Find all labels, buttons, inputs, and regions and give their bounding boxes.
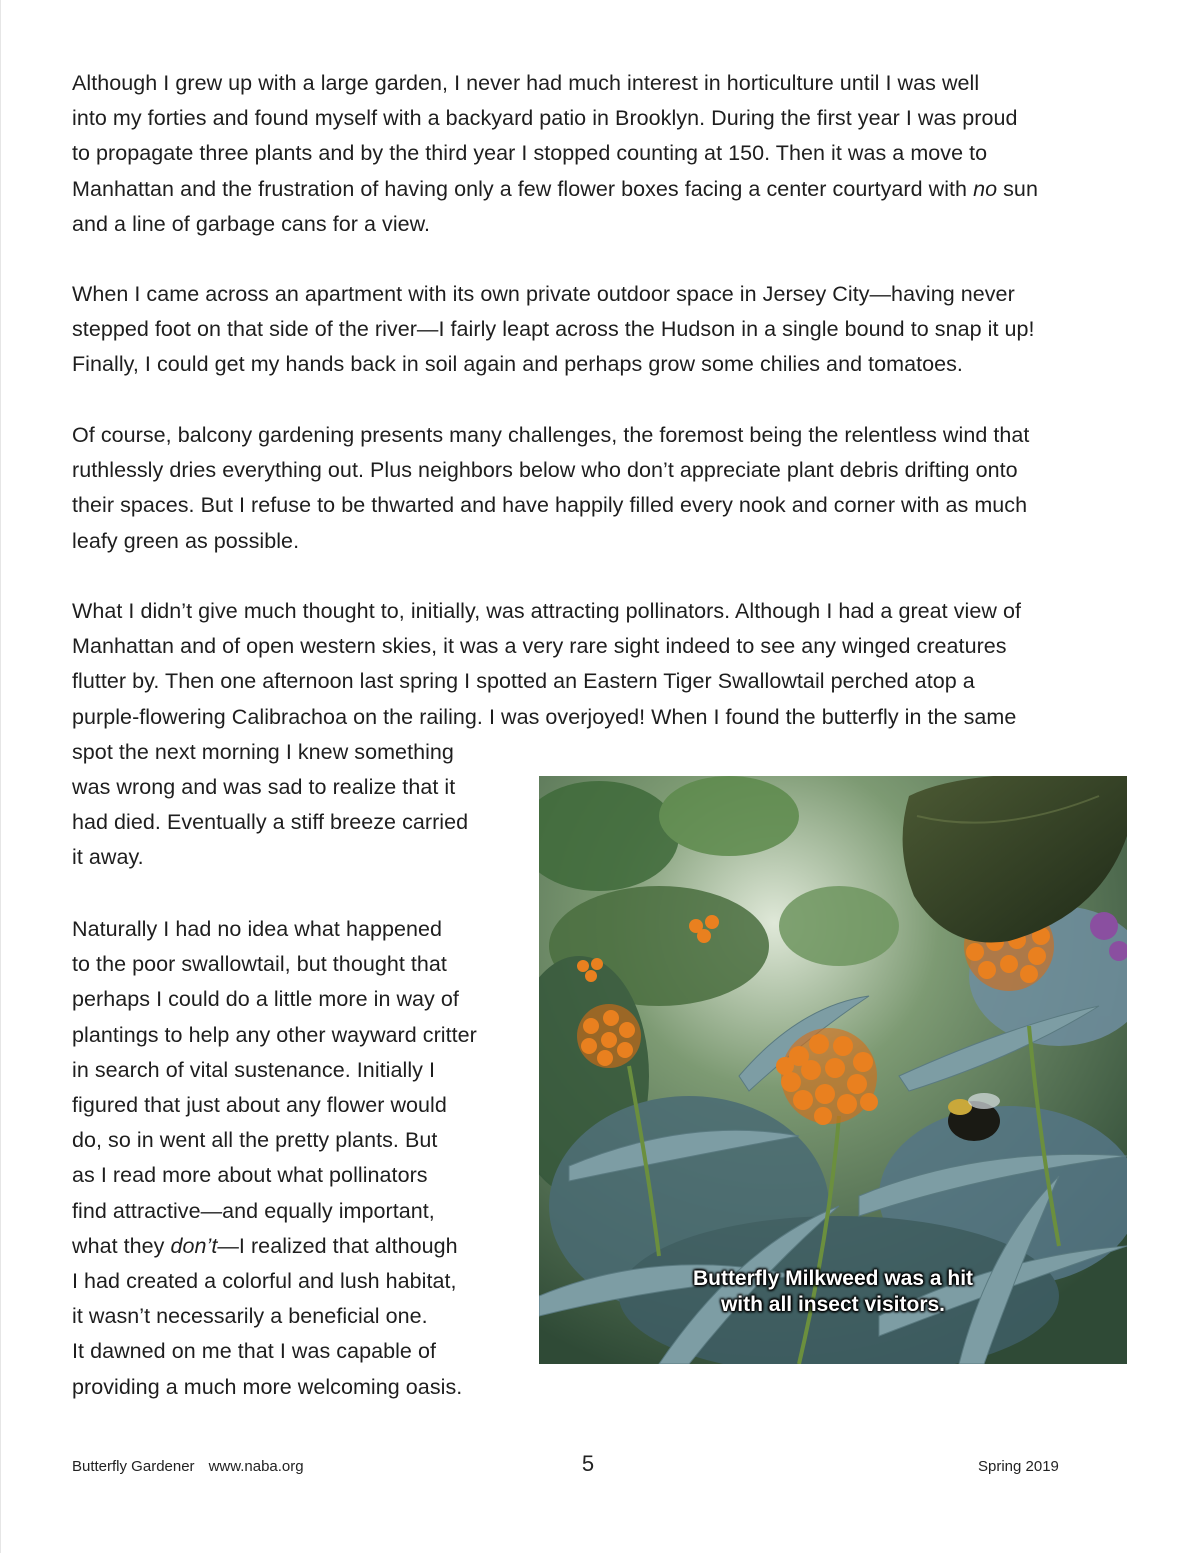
text-line: Manhattan and of open western skies, it was a very rare sight indeed to see any winged creatures bbox=[72, 634, 1007, 659]
milkweed-photo bbox=[539, 776, 1127, 1364]
bumblebee-figure bbox=[948, 1093, 1000, 1141]
publication-name: Butterfly Gardener bbox=[72, 1458, 195, 1475]
text-line: providing a much more welcoming oasis. bbox=[72, 1374, 463, 1399]
text-line: spot the next morning I knew something bbox=[72, 739, 454, 764]
article-paragraph-3 bbox=[72, 418, 1029, 559]
text-line: leafy green as possible. bbox=[72, 528, 300, 553]
text-line: it away. bbox=[72, 845, 144, 870]
text-segment: what they bbox=[72, 1233, 171, 1258]
text-line: It dawned on me that I was capable of bbox=[72, 1339, 436, 1364]
photo-caption bbox=[539, 1266, 1127, 1318]
text-line: in search of vital sustenance. Initially I bbox=[72, 1057, 436, 1082]
text-line: it wasn’t necessarily a beneficial one. bbox=[72, 1304, 428, 1329]
text-line: Finally, I could get my hands back in soil again and perhaps grow some chilies and tomatoes. bbox=[72, 352, 963, 377]
text-line: was wrong and was sad to realize that it bbox=[72, 775, 456, 800]
text-line: had died. Eventually a stiff breeze carried bbox=[72, 810, 469, 835]
text-segment: Manhattan and the frustration of having only a few flower boxes facing a center courtyard with bbox=[72, 176, 974, 201]
text-line: stepped foot on that side of the river—I fairly leapt across the Hudson in a single bound to snap it up! bbox=[72, 317, 1035, 342]
website-link[interactable]: www.naba.org bbox=[208, 1458, 304, 1475]
text-line: do, so in went all the pretty plants. But bbox=[72, 1128, 438, 1153]
page-number: 5 bbox=[581, 1451, 595, 1476]
text-line: and a line of garbage cans for a view. bbox=[72, 211, 431, 236]
text-line: Naturally I had no idea what happened bbox=[72, 917, 443, 941]
text-line: their spaces. But I refuse to be thwarted and have happily filled every nook and corner with as much bbox=[72, 493, 1028, 518]
caption-line: with all insect visitors. bbox=[720, 1293, 946, 1316]
text-line: find attractive—and equally important, bbox=[72, 1198, 435, 1223]
text-line: plantings to help any other wayward critter bbox=[72, 1022, 477, 1047]
text-line bbox=[72, 172, 1038, 207]
text-segment: sun bbox=[997, 176, 1038, 201]
text-line: Of course, balcony gardening presents many challenges, the foremost being the relentless wind that bbox=[72, 423, 1030, 447]
text-line: perhaps I could do a little more in way of bbox=[72, 987, 459, 1012]
text-line: to the poor swallowtail, but thought that bbox=[72, 952, 447, 977]
text-line bbox=[72, 1229, 477, 1264]
issue-label: Spring 2019 bbox=[978, 1458, 1059, 1475]
text-line: purple-flowering Calibrachoa on the railing. I was overjoyed! When I found the butterfly in the same bbox=[72, 704, 1017, 729]
article-paragraph-5 bbox=[72, 912, 477, 1405]
text-segment: —I realized that although bbox=[217, 1233, 458, 1258]
text-line: into my forties and found myself with a backyard patio in Brooklyn. During the first year I was proud bbox=[72, 106, 1018, 131]
text-line: figured that just about any flower would bbox=[72, 1093, 447, 1118]
text-line: When I came across an apartment with its own private outdoor space in Jersey City—having never bbox=[72, 282, 1015, 306]
text-line: ruthlessly dries everything out. Plus neighbors below who don’t appreciate plant debris drifting onto bbox=[72, 458, 1018, 483]
text-line: as I read more about what pollinators bbox=[72, 1163, 428, 1188]
text-line: to propagate three plants and by the third year I stopped counting at 150. Then it was a move to bbox=[72, 141, 988, 166]
page-edge bbox=[0, 0, 1, 1553]
text-line: I had created a colorful and lush habitat, bbox=[72, 1269, 457, 1294]
article-paragraph-2 bbox=[72, 277, 1035, 383]
caption-line: Butterfly Milkweed was a hit bbox=[692, 1267, 974, 1290]
article-paragraph-1 bbox=[72, 66, 1038, 242]
text-line: flutter by. Then one afternoon last spring I spotted an Eastern Tiger Swallowtail perched atop a bbox=[72, 669, 975, 694]
text-line: What I didn’t give much thought to, initially, was attracting pollinators. Although I had a great view of bbox=[72, 599, 1021, 623]
emphasis-no: no bbox=[973, 176, 998, 201]
text-line: Although I grew up with a large garden, I never had much interest in horticulture until I was well bbox=[72, 71, 980, 95]
emphasis-dont: don’t bbox=[170, 1233, 218, 1258]
